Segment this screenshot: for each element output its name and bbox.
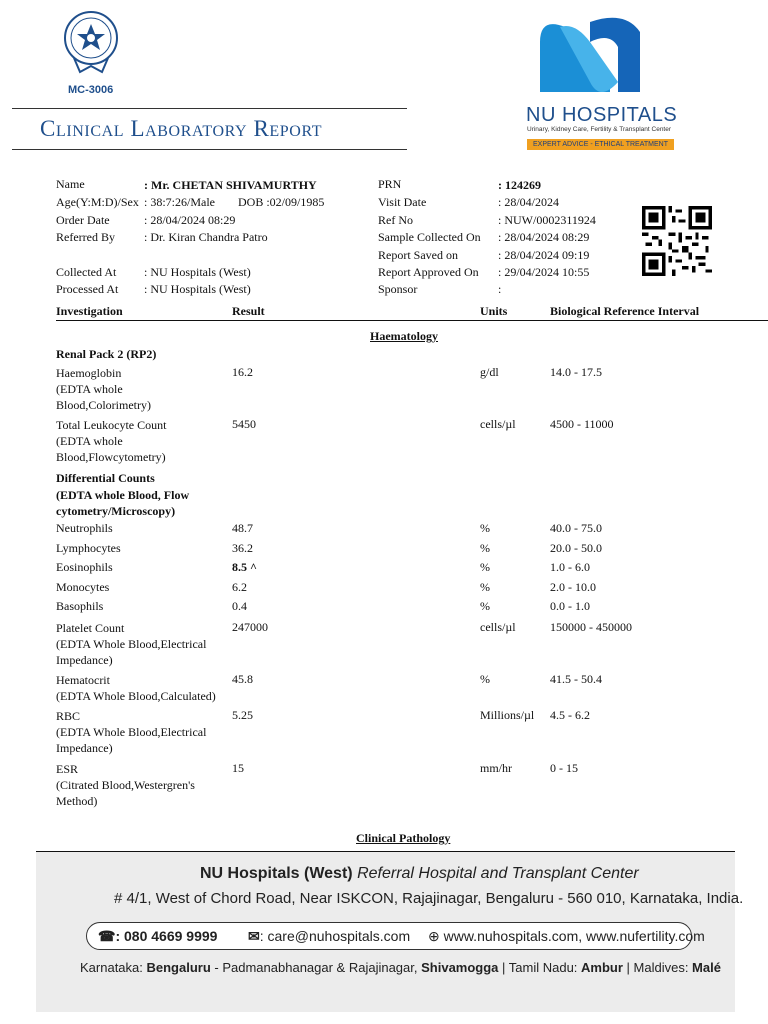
test-result: 5.25 (232, 708, 253, 722)
test-range: 14.0 - 17.5 (550, 365, 602, 379)
ref-no-label: Ref No (378, 213, 413, 227)
test-range: 0.0 - 1.0 (550, 599, 590, 613)
title-rule (12, 108, 407, 109)
group-renal-pack: Renal Pack 2 (RP2) (56, 347, 157, 361)
phone-contact (98, 928, 217, 945)
phone-icon: ☎ (98, 928, 116, 944)
test-range: 1.0 - 6.0 (550, 560, 590, 574)
heading-line: cytometry/Microscopy) (56, 504, 176, 518)
report-title: Clinical Laboratory Report (40, 116, 323, 141)
order-date-value: : 28/04/2024 08:29 (144, 213, 236, 227)
collected-at-value: : NU Hospitals (West) (144, 265, 251, 279)
globe-icon: ⊕ (428, 928, 440, 944)
test-units: % (480, 541, 490, 555)
table-row (56, 620, 206, 668)
test-result: 48.7 (232, 521, 253, 535)
heading-line: (EDTA whole Blood, Flow (56, 487, 190, 502)
location-bold: Malé (692, 960, 721, 975)
referred-by-label: Referred By (56, 230, 115, 244)
title-rule (12, 149, 407, 150)
heading-line: Differential Counts (56, 471, 155, 485)
processed-at-label: Processed At (56, 282, 119, 296)
table-row (56, 365, 151, 413)
location-text: - Padmanabhanagar & Rajajinagar, (210, 960, 422, 975)
test-result: 15 (232, 761, 244, 775)
test-method: Method) (56, 794, 98, 808)
prn-value: : 124269 (498, 178, 541, 192)
table-row (56, 672, 216, 704)
differential-counts-heading (56, 470, 189, 520)
sample-collected-value: : 28/04/2024 08:29 (498, 230, 590, 244)
test-method: Impedance) (56, 741, 113, 755)
footer-hospital-desc: Referral Hospital and Transplant Center (357, 865, 639, 882)
visit-date-value: : 28/04/2024 (498, 195, 560, 209)
test-method: (EDTA Whole Blood,Calculated) (56, 689, 216, 703)
test-units: % (480, 560, 490, 574)
phone-number: : 080 4669 9999 (115, 928, 218, 944)
test-units: % (480, 599, 490, 613)
test-method: (EDTA whole (56, 382, 123, 396)
test-method: (EDTA whole (56, 434, 123, 448)
location-bold: Ambur (581, 960, 623, 975)
email-contact (248, 928, 410, 945)
test-name: Monocytes (56, 580, 110, 594)
col-reference-interval: Biological Reference Interval (550, 304, 700, 318)
table-row (56, 708, 206, 756)
hospital-banner: EXPERT ADVICE - ETHICAL TREATMENT (527, 139, 674, 150)
visit-date-label: Visit Date (378, 195, 427, 209)
accreditation-seal-icon (60, 10, 122, 80)
referred-by-value: : Dr. Kiran Chandra Patro (144, 230, 268, 244)
test-result: 6.2 (232, 580, 247, 594)
report-approved-value: : 29/04/2024 10:55 (498, 265, 590, 279)
location-text: | Maldives: (622, 960, 693, 975)
website-links: www.nuhospitals.com, www.nufertility.com (443, 928, 705, 944)
email-address: : care@nuhospitals.com (259, 928, 411, 944)
test-units: cells/µl (480, 620, 516, 634)
test-range: 2.0 - 10.0 (550, 580, 596, 594)
footer-locations (80, 960, 721, 975)
location-bold: Shivamogga (421, 960, 499, 975)
col-result: Result (232, 304, 265, 318)
test-result: 45.8 (232, 672, 253, 686)
test-name: RBC (56, 709, 81, 723)
location-text: Karnataka: (80, 960, 147, 975)
test-name: Hematocrit (56, 673, 110, 687)
table-row (56, 761, 195, 809)
col-units: Units (480, 304, 508, 318)
test-result: 0.4 (232, 599, 247, 613)
test-method: Impedance) (56, 653, 113, 667)
hospital-name: NU HOSPITALS (526, 104, 678, 126)
test-units: mm/hr (480, 761, 512, 775)
test-result: 16.2 (232, 365, 253, 379)
report-saved-label: Report Saved on (378, 248, 458, 262)
test-range: 4.5 - 6.2 (550, 708, 590, 722)
test-result-abnormal: 8.5 ^ (232, 560, 257, 574)
test-units: g/dl (480, 365, 499, 379)
test-units: Millions/µl (480, 708, 535, 722)
table-row (56, 417, 166, 465)
test-units: % (480, 521, 490, 535)
test-name: Eosinophils (56, 560, 113, 574)
name-value: : Mr. CHETAN SHIVAMURTHY (144, 178, 317, 192)
test-method: Blood,Flowcytometry) (56, 450, 166, 464)
sample-collected-label: Sample Collected On (378, 230, 481, 244)
mail-icon: ✉ (248, 928, 260, 944)
ref-no-value: : NUW/0002311924 (498, 213, 596, 227)
test-range: 20.0 - 50.0 (550, 541, 602, 555)
header-rule (56, 320, 768, 321)
test-range: 0 - 15 (550, 761, 578, 775)
qr-code-icon (642, 206, 712, 276)
test-units: cells/µl (480, 417, 516, 431)
footer-hospital-line (200, 865, 639, 883)
test-name: ESR (56, 762, 79, 776)
accreditation-code: MC-3006 (68, 84, 114, 96)
test-result: 247000 (232, 620, 268, 634)
name-label: Name (56, 177, 85, 191)
order-date-label: Order Date (56, 213, 110, 227)
report-approved-label: Report Approved On (378, 265, 479, 279)
web-contact (428, 928, 705, 945)
test-name: Haemoglobin (56, 366, 122, 380)
test-units: % (480, 580, 490, 594)
test-result: 5450 (232, 417, 256, 431)
section-haematology: Haematology (370, 329, 438, 343)
test-result: 36.2 (232, 541, 253, 555)
location-text: | Tamil Nadu: (498, 960, 582, 975)
test-range: 150000 - 450000 (550, 620, 632, 634)
test-range: 40.0 - 75.0 (550, 521, 602, 535)
sponsor-value: : (498, 282, 502, 296)
test-method: Blood,Colorimetry) (56, 398, 151, 412)
prn-label: PRN (378, 177, 402, 191)
section-clinical-pathology: Clinical Pathology (356, 831, 451, 845)
test-range: 41.5 - 50.4 (550, 672, 602, 686)
processed-at-value: : NU Hospitals (West) (144, 282, 251, 296)
nu-hospitals-logo-icon (530, 12, 670, 102)
age-label: Age(Y:M:D)/Sex (56, 195, 139, 209)
sponsor-label: Sponsor (378, 282, 418, 296)
test-method: (Citrated Blood,Westergren's (56, 778, 195, 792)
location-bold: Bengaluru (146, 960, 211, 975)
report-saved-value: : 28/04/2024 09:19 (498, 248, 590, 262)
collected-at-label: Collected At (56, 265, 117, 279)
test-name: Neutrophils (56, 521, 113, 535)
test-name: Platelet Count (56, 621, 125, 635)
hospital-tagline: Urinary, Kidney Care, Fertility & Transplant Center (527, 126, 672, 133)
age-value: : 38:7:26/Male (144, 195, 215, 209)
test-name: Total Leukocyte Count (56, 418, 167, 432)
footer-address: # 4/1, West of Chord Road, Near ISKCON, Rajajinagar, Bengaluru - 560 010, Karnataka, India. (114, 890, 744, 907)
test-method: (EDTA Whole Blood,Electrical (56, 637, 207, 651)
test-method: (EDTA Whole Blood,Electrical (56, 725, 207, 739)
col-investigation: Investigation (56, 304, 123, 318)
prn-number: 124269 (505, 178, 541, 192)
dob-value: DOB :02/09/1985 (238, 195, 325, 209)
test-name: Basophils (56, 599, 104, 613)
test-range: 4500 - 11000 (550, 417, 614, 431)
test-units: % (480, 672, 490, 686)
test-name: Lymphocytes (56, 541, 121, 555)
footer-hospital-name: NU Hospitals (West) (200, 865, 353, 882)
